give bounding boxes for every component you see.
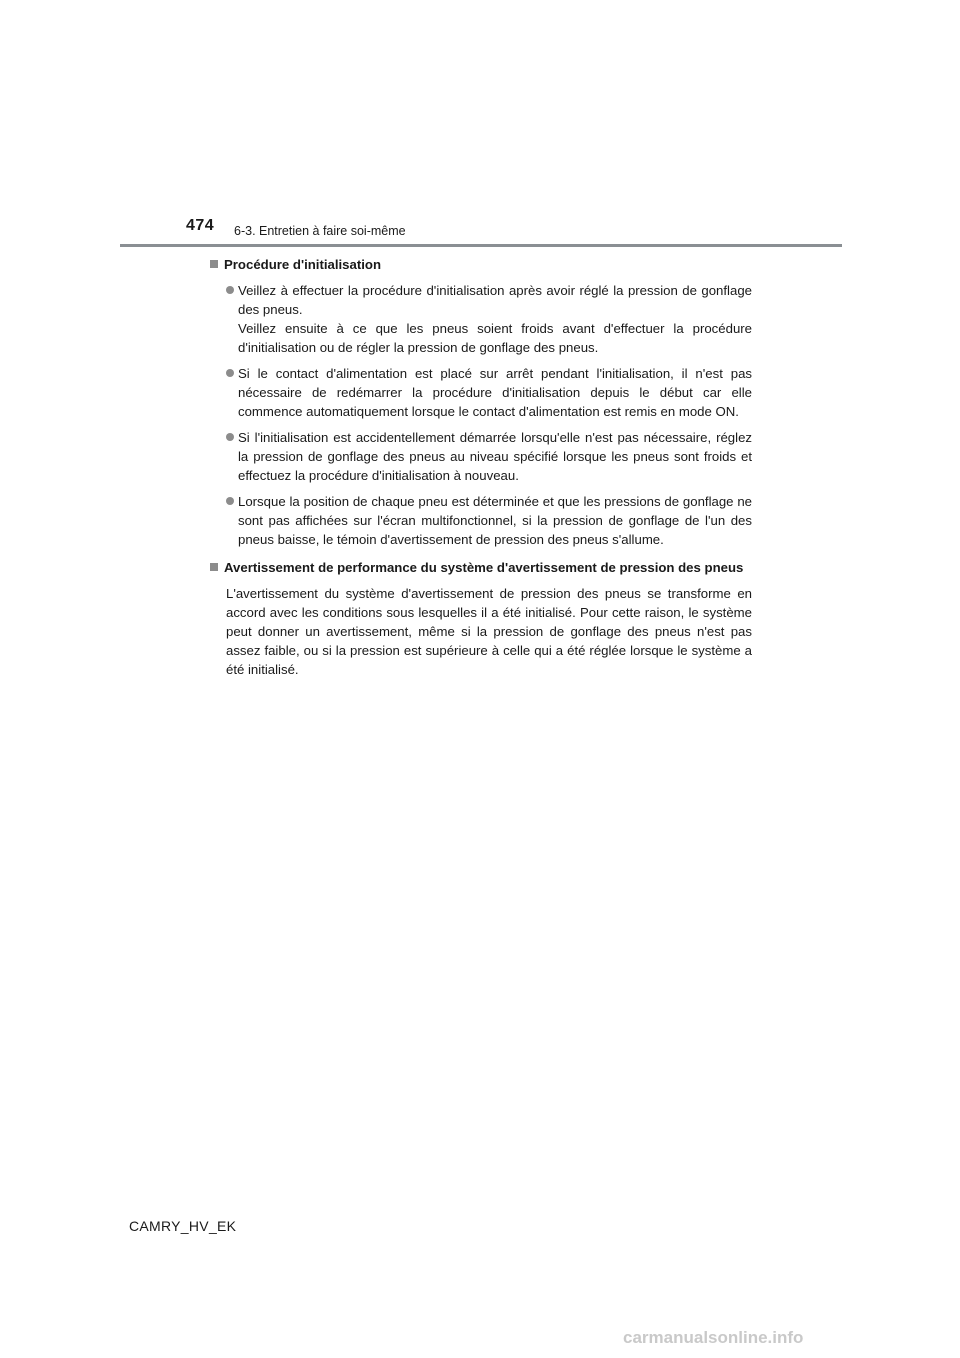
- watermark: carmanualsonline.info: [623, 1328, 804, 1347]
- section-heading: Procédure d'initialisation: [210, 255, 752, 274]
- model-code: CAMRY_HV_EK: [129, 1218, 237, 1234]
- round-bullet-icon: [226, 286, 234, 294]
- round-bullet-icon: [226, 433, 234, 441]
- list-item-text: Lorsque la position de chaque pneu est déterminée et que les pressions de gonflage ne sont pas affichées sur l'écran multifonctionnel, si la pression de gonflage de l'un des pneus baisse, le témoin d'avertissement de pression des pneus s'allume.: [238, 494, 752, 547]
- list-item-text: Veillez à effectuer la procédure d'initialisation après avoir réglé la pression de gonflage des pneus.: [238, 283, 752, 317]
- section-title: 6-3. Entretien à faire soi-même: [234, 224, 406, 238]
- list-item-text: Si l'initialisation est accidentellement démarrée lorsqu'elle n'est pas nécessaire, réglez la pression de gonflage des pneus au niveau spécifié lorsque les pneus sont froids et effectuez la procédure d'initialisation à nouveau.: [238, 430, 752, 483]
- square-bullet-icon: [210, 563, 218, 571]
- list-item: [210, 428, 752, 485]
- section-performance-warning: [210, 558, 752, 679]
- section-paragraph: L'avertissement du système d'avertissement de pression des pneus se transforme en accord avec les conditions sous lesquelles il a été initialisé. Pour cette raison, le système peut donner un avertissement, même si la pression de gonflage des pneus n'est pas assez faible, ou si la pression est supérieure à celle qui a été réglée lorsque le système a été initialisé.: [226, 586, 752, 677]
- page-number: 474: [186, 217, 215, 234]
- list-item-text: Si le contact d'alimentation est placé sur arrêt pendant l'initialisation, il n'est pas nécessaire de redémarrer la procédure d'initialisation depuis le début car elle commence automatiquement lorsque le contact d'alimentation est remis en mode ON.: [238, 366, 752, 419]
- square-bullet-icon: [210, 260, 218, 268]
- list-item: [210, 364, 752, 421]
- header-divider: [120, 244, 842, 247]
- section-initialisation: [210, 255, 752, 549]
- list-item: [210, 281, 752, 357]
- page-content: [210, 255, 752, 688]
- round-bullet-icon: [226, 497, 234, 505]
- list-item-text: Veillez ensuite à ce que les pneus soient froids avant d'effectuer la procédure d'initialisation ou de régler la pression de gonflage des pneus.: [238, 321, 752, 355]
- list-item: [210, 492, 752, 549]
- round-bullet-icon: [226, 369, 234, 377]
- section-heading: Avertissement de performance du système d'avertissement de pression des pneus: [210, 558, 752, 577]
